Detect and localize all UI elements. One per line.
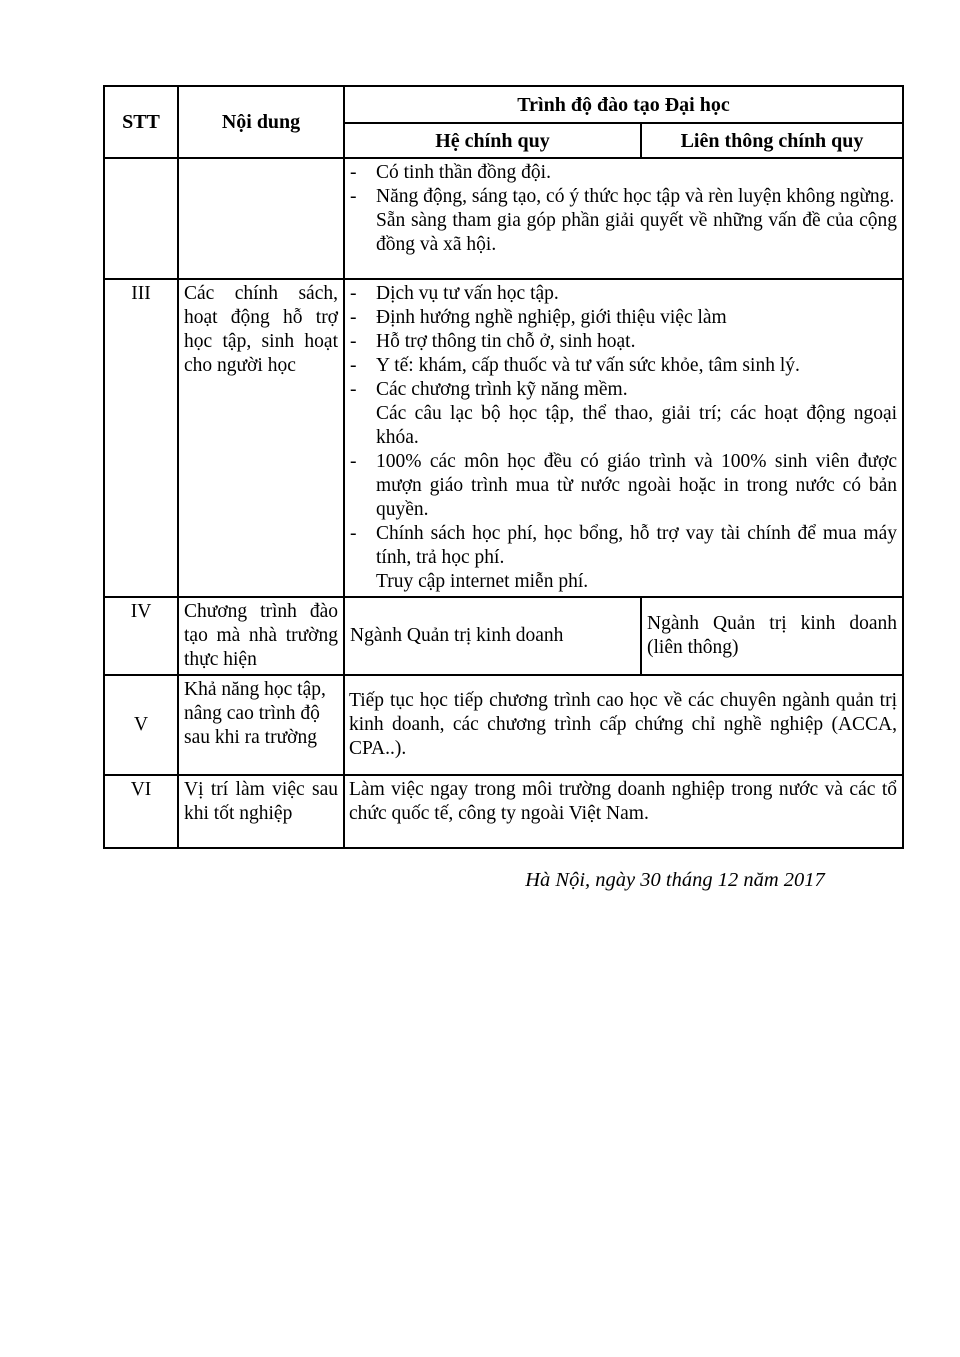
list-item-text: Truy cập internet miễn phí. <box>376 571 589 592</box>
stt-cell-empty <box>104 158 178 279</box>
stt-cell-iv: IV <box>104 597 178 675</box>
table-header-row-1 <box>104 86 903 123</box>
content-cell-iii <box>344 279 903 597</box>
content-cell-continuation <box>344 158 903 279</box>
noi-dung-cell-vi: Vị trí làm việc sau khi tốt nghiệp <box>178 775 344 848</box>
col-header-stt: STT <box>104 86 178 158</box>
bullet-item <box>349 354 897 378</box>
bullet-item-text: Hỗ trợ thông tin chỗ ở, sinh hoạt. <box>376 331 636 352</box>
bullet-item-text: Có tinh thần đồng đội. <box>376 162 551 183</box>
bullet-item-text: Năng động, sáng tạo, có ý thức học tập và rèn luyện không ngừng. <box>376 186 895 207</box>
content-cell-v <box>344 675 903 775</box>
table-row-iv <box>104 597 903 675</box>
bullet-item-text: Y tế: khám, cấp thuốc và tư vấn sức khỏe, tâm sinh lý. <box>376 355 800 376</box>
list-item-text: Các câu lạc bộ học tập, thể thao, giải trí; các hoạt động ngoại khóa. <box>376 403 898 448</box>
col-header-he-chinh-quy: Hệ chính quy <box>344 123 641 158</box>
bullet-item <box>349 378 897 402</box>
bullet-dash: - <box>350 186 357 207</box>
bullet-dash: - <box>350 283 357 304</box>
bullet-item-text: Các chương trình kỹ năng mềm. <box>376 379 628 400</box>
table-row-continuation <box>104 158 903 279</box>
list-item-no-bullet <box>349 209 897 257</box>
bullet-dash: - <box>350 523 357 544</box>
table-row-iii <box>104 279 903 597</box>
bullet-dash: - <box>350 307 357 328</box>
content-text: Tiếp tục học tiếp chương trình cao học về các chuyên ngành quản trị kinh doanh, các chương trình cấp chứng chỉ nghề nghiệp (ACCA, CPA..). <box>349 690 898 759</box>
noi-dung-cell-iii: Các chính sách, hoạt động hỗ trợ học tập, sinh hoạt cho người học <box>178 279 344 597</box>
bullet-item <box>349 185 897 209</box>
bullet-item <box>349 330 897 354</box>
bullet-dash: - <box>350 451 357 472</box>
bullet-dash: - <box>350 162 357 183</box>
stt-cell-vi: VI <box>104 775 178 848</box>
bullet-item-text: Chính sách học phí, học bổng, hỗ trợ vay tài chính để mua máy tính, trả học phí. <box>376 523 898 568</box>
bullet-item-text: Định hướng nghề nghiệp, giới thiệu việc làm <box>376 307 727 328</box>
program-info-table <box>103 85 904 849</box>
table-row-v <box>104 675 903 775</box>
bullet-dash: - <box>350 355 357 376</box>
bullet-dash: - <box>350 331 357 352</box>
bullet-item <box>349 522 897 570</box>
list-item-no-bullet <box>349 570 897 594</box>
noi-dung-cell-iv: Chương trình đào tạo mà nhà trường thực hiện <box>178 597 344 675</box>
content-text: Làm việc ngay trong môi trường doanh nghiệp trong nước và các tổ chức quốc tế, công ty ngoài Việt Nam. <box>349 779 898 824</box>
noi-dung-cell-empty <box>178 158 344 279</box>
col-header-trinh-do-dao-tao: Trình độ đào tạo Đại học <box>344 86 903 123</box>
bullet-item-text: 100% các môn học đều có giáo trình và 100% sinh viên được mượn giáo trình mua từ nước ngoài hoặc in trong nước có bản quyền. <box>376 451 898 520</box>
bullet-item <box>349 306 897 330</box>
lien-thong-cell-iv: Ngành Quản trị kinh doanh (liên thông) <box>641 597 903 675</box>
content-cell-vi <box>344 775 903 848</box>
list-item-text: Sẵn sàng tham gia góp phần giải quyết về những vấn đề của cộng đồng và xã hội. <box>376 210 898 255</box>
table-row-vi <box>104 775 903 848</box>
he-chinh-quy-cell-iv: Ngành Quản trị kinh doanh <box>344 597 641 675</box>
list-item-no-bullet <box>349 402 897 450</box>
col-header-lien-thong-chinh-quy: Liên thông chính quy <box>641 123 903 158</box>
col-header-noi-dung: Nội dung <box>178 86 344 158</box>
stt-cell-v: V <box>104 675 178 775</box>
bullet-item-text: Dịch vụ tư vấn học tập. <box>376 283 559 304</box>
bullet-item <box>349 282 897 306</box>
bullet-dash: - <box>350 379 357 400</box>
bullet-item <box>349 161 897 185</box>
date-line: Hà Nội, ngày 30 tháng 12 năm 2017 <box>525 869 825 891</box>
noi-dung-cell-v: Khả năng học tập, nâng cao trình độ sau khi ra trường <box>178 675 344 775</box>
bullet-item <box>349 450 897 522</box>
stt-cell-iii: III <box>104 279 178 597</box>
